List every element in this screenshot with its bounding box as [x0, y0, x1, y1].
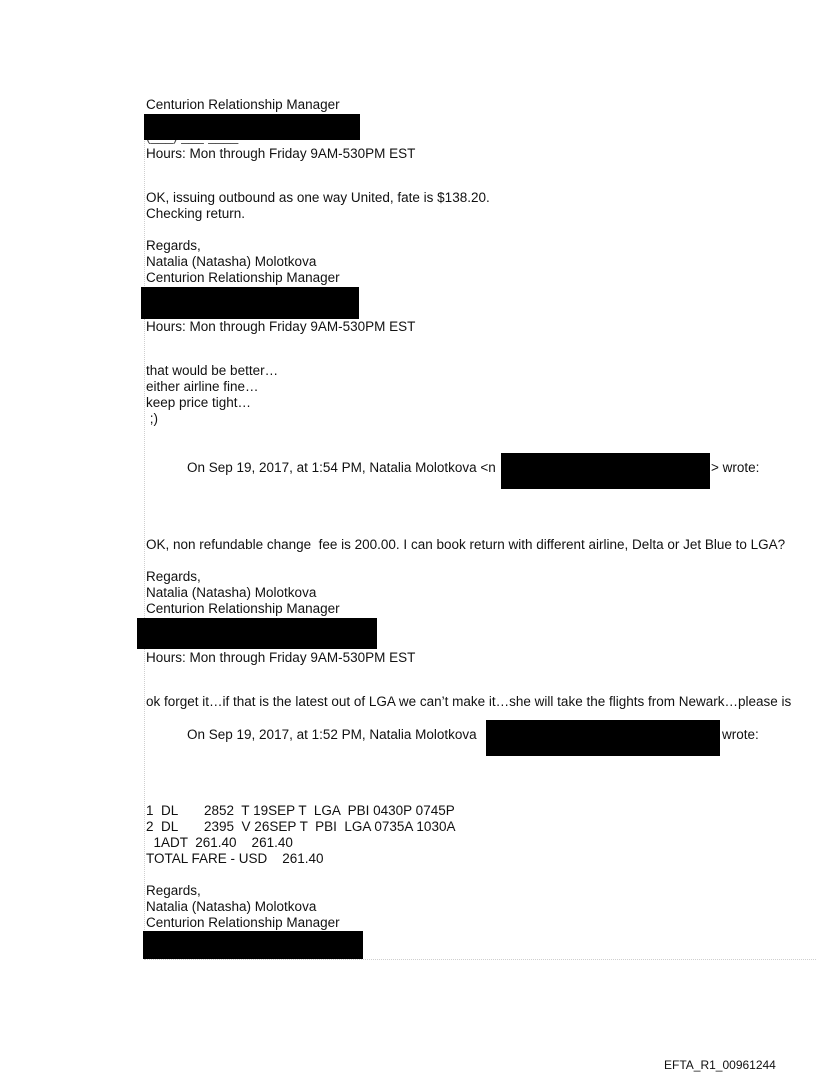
message-line: ;) [146, 411, 158, 426]
total-fare: TOTAL FARE - USD 261.40 [146, 851, 324, 866]
office-hours: Hours: Mon through Friday 9AM-530PM EST [146, 650, 416, 665]
office-hours: Hours: Mon through Friday 9AM-530PM EST [146, 146, 416, 161]
message-line: either airline fine… [146, 379, 259, 394]
message-line: keep price tight… [146, 395, 252, 410]
signature-title: Centurion Relationship Manager [146, 601, 340, 616]
signature-name: Natalia (Natasha) Molotkova [146, 585, 317, 600]
message-line: OK, issuing outbound as one way United, fate is $138.20. [146, 190, 490, 205]
message-line: Checking return. [146, 206, 246, 221]
signature-title: Centurion Relationship Manager [146, 270, 340, 285]
itinerary-line: 1ADT 261.40 261.40 [146, 835, 293, 850]
itinerary-line: 1 DL 2852 T 19SEP T LGA PBI 0430P 0745P [146, 803, 455, 818]
signature-regards: Regards, [146, 238, 201, 253]
signature-title: Centurion Relationship Manager [146, 915, 340, 930]
redaction-box [144, 114, 360, 140]
quote-header-suffix: > wrote: [711, 460, 760, 475]
quote-header: On Sep 19, 2017, at 1:52 PM, Natalia Molotkova [187, 727, 477, 742]
redaction-box [141, 287, 359, 319]
signature-title: Centurion Relationship Manager [146, 97, 340, 112]
signature-regards: Regards, [146, 883, 201, 898]
message-line: ok forget it…if that is the latest out of LGA we can’t make it…she will take the flights from Newark…please is [146, 694, 792, 709]
redaction-box [486, 720, 720, 756]
quote-margin-line [144, 120, 145, 960]
signature-name: Natalia (Natasha) Molotkova [146, 254, 317, 269]
redaction-box [137, 618, 377, 649]
redaction-box [501, 453, 710, 489]
redaction-box [143, 931, 363, 959]
message-line: OK, non refundable change fee is 200.00. I can book return with different airline, Delta or Jet Blue to LGA? [146, 537, 786, 552]
quote-header-suffix: wrote: [722, 727, 759, 742]
document-id: EFTA_R1_00961244 [664, 1058, 776, 1072]
office-hours: Hours: Mon through Friday 9AM-530PM EST [146, 319, 416, 334]
section-divider [144, 959, 816, 960]
message-line: that would be better… [146, 363, 279, 378]
signature-name: Natalia (Natasha) Molotkova [146, 899, 317, 914]
itinerary-line: 2 DL 2395 V 26SEP T PBI LGA 0735A 1030A [146, 819, 456, 834]
quote-header: On Sep 19, 2017, at 1:54 PM, Natalia Molotkova <n [187, 460, 496, 475]
signature-regards: Regards, [146, 569, 201, 584]
